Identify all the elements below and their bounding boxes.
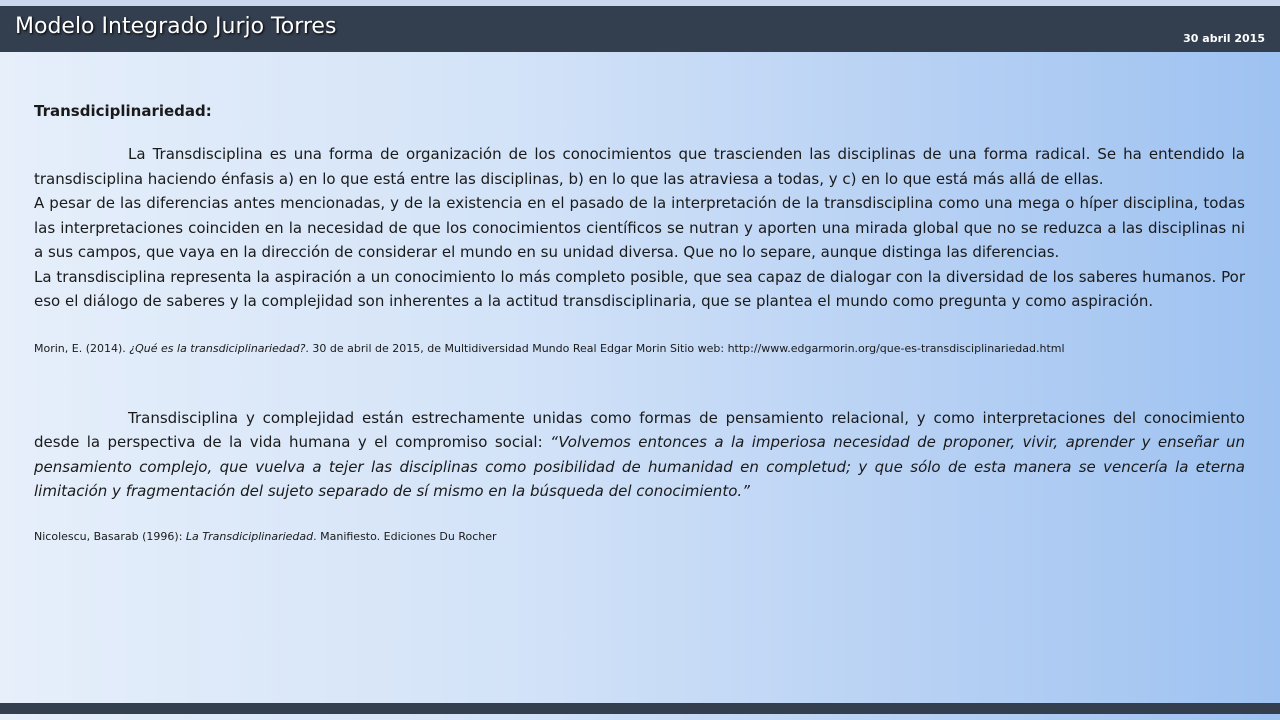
paragraph-1: La Transdisciplina es una forma de organización de los conocimientos que trascienden las disciplinas de una forma radical. Se ha entendido la transdisciplina haciendo énfasis a) en lo que está entre las disciplinas, b) en lo que las atraviesa a todas, y c) en lo que está más allá de ellas. [34, 145, 1245, 188]
section-heading: Transdiciplinariedad: [34, 102, 212, 120]
paragraph-2: A pesar de las diferencias antes mencionadas, y de la existencia en el pasado de la interpretación de la transdisciplina como una mega o híper disciplina, todas las interpretaciones coinciden en la necesidad de que los conocimientos científicos se nutran y aporten una mirada global que no se reduzca a las disciplinas ni a sus campos, que vaya en la dirección de considerar el mundo en su unidad diversa. Que no lo separe, aunque distinga las diferencias. [34, 194, 1245, 261]
slide-content [34, 100, 1245, 544]
citation-title: La Transdiciplinariedad [185, 529, 314, 543]
footer-bar [0, 703, 1280, 714]
paragraph-3: La transdisciplina representa la aspiración a un conocimiento lo más completo posible, que sea capaz de dialogar con la diversidad de los saberes humanos. Por eso el diálogo de saberes y la complejidad son inherentes a la actitud transdisciplinaria, que se plantea el mundo como pregunta y como aspiración. [34, 267, 1245, 310]
slide-date: 30 abril 2015 [1183, 32, 1265, 45]
citation-author: Nicolescu, Basarab (1996): [34, 529, 186, 543]
slide-title: Modelo Integrado Jurjo Torres [15, 14, 337, 39]
paragraph-4 [34, 406, 1245, 504]
citation-details: . Manifiesto. Ediciones Du Rocher [313, 529, 497, 543]
quote-text: “Volvemos entonces a la imperiosa necesidad de proponer, vivir, aprender y enseñar un pensamiento complejo, que vuelva a tejer las disciplinas como posibilidad de humanidad en completud; y que sólo de esta manera se vencería la eterna limitación y fragmentación del sujeto separado de sí mismo en la búsqueda del conocimiento.” [34, 433, 1245, 500]
citation-title: ¿Qué es la transdiciplinariedad? [129, 341, 306, 355]
paragraph-4-text: Transdisciplina y complejidad están estrechamente unidas como formas de pensamiento relacional, y como interpretaciones del conocimiento desde la perspectiva de la vida humana y el compromiso social: [34, 408, 1245, 451]
header-bar [0, 6, 1280, 52]
citation-details: . 30 de abril de 2015, de Multidiversidad Mundo Real Edgar Morin Sitio web: http://www.edgarmorin.org/que-es-transdisciplinariedad.html [305, 341, 1065, 355]
citation-nicolescu [34, 530, 1245, 544]
citation-morin [34, 342, 1245, 356]
citation-author: Morin, E. (2014). [34, 341, 130, 355]
